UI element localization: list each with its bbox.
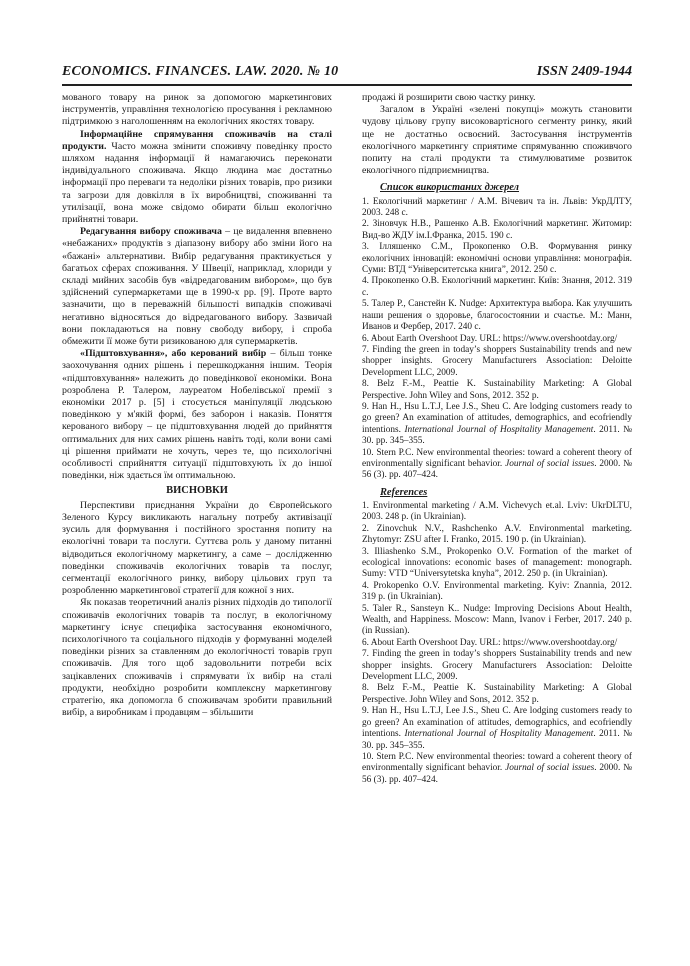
reference-item: 6. About Earth Overshoot Day. URL: https://www.overshootday.org/ xyxy=(362,637,618,648)
paragraph-info-text: Часто можна змінити споживчу поведінку просто шляхом надання інформації й намагаючись переконати індивідуального споживача. Якщо людина має достатньо інформації про переваги та недоліки різних товарів, про ризики та загрози для довкілля в їх виробництві, споживанні та утилізації, вона може свідомо обирати більш екологічно прийнятні товари. xyxy=(62,140,332,226)
source-item: 5. Талер Р., Санстейн К. Nudge: Архитектура выбора. Как улучшить наши решения о здоровье, благосостоянии и счастье. М.: Манн, Иванов и Фербер, 2017. 240 с. xyxy=(362,299,632,333)
source-item: 2. Зіновчук Н.В., Рашенко А.В. Екологічний маркетинг. Житомир: Вид-во ЖДУ ім.І.Франка, 2015. 190 с. xyxy=(362,219,632,241)
reference-item: 5. Taler R., Sansteyn K.. Nudge: Improving Decisions About Health, Wealth, and Happiness. Moscow: Mann, Ivanov i Ferber, 2017. 240 p. (in Russian). xyxy=(362,603,632,637)
source-item: 4. Прокопенко О.В. Екологічний маркетинг. Київ: Знання, 2012. 319 с. xyxy=(362,276,632,298)
right-column xyxy=(362,92,632,786)
source-item: 7. Finding the green in today’s shoppers Sustainability trends and new shopper insights. Grocery Manufacturers Association: Deloitte Development LLC, 2009. xyxy=(362,344,632,378)
reference-10-tail: . 2000. № 56 (3). pp. 407–424. xyxy=(362,763,632,785)
paragraph-edit xyxy=(62,226,332,348)
running-header xyxy=(62,62,632,86)
paragraph-continued: продажі й розширити свою частку ринку. xyxy=(362,92,536,103)
source-10-text: 10. Stern P.C. New environmental theories: toward a coherent theory of environmentally significant behavior. xyxy=(362,447,632,469)
reference-item: 1. Environmental marketing / A.M. Vichevych et.al. Lviv: UkrDLTU, 2003. 248 p. (in Ukrainian). xyxy=(362,500,632,523)
source-item xyxy=(362,448,632,482)
term-nudge: «Підштовхування», або керований вибір xyxy=(80,348,267,360)
paragraph-edit-text: – це видалення впевнено «небажаних» продуктів з діапазону вибору або зміни його на «бажані» альтернативи. Вибір редагування практикується у багатьох сферах споживання. У Швеції, наприклад, хлориди у складі мийних засобів був «відредагованим вибором», що був здійснений супермаркетами ще в 1990-х рр. [9]. Проте варто зазначити, що в переважній більшості випадків споживачі негативно відносяться до відредагованого вибору. Зазвичай вони покладаються на повну свободу вибору, і спроба обмежити її може бути ризикованою для супермаркетів. xyxy=(62,226,332,348)
source-item xyxy=(362,402,632,448)
journal-title: ECONOMICS. FINANCES. LAW. 2020. № 10 xyxy=(62,64,339,79)
term-edit: Редагування вибору споживача xyxy=(80,226,222,238)
source-item: 6. About Earth Overshoot Day. URL: https://www.overshootday.org/ xyxy=(362,333,618,344)
source-item: 1. Екологічний маркетинг / А.М. Вічевич та ін. Львів: УкрДЛТУ, 2003. 248 с. xyxy=(362,196,632,219)
reference-9-journal: International Journal of Hospitality Management xyxy=(404,729,594,740)
reference-item: 3. Illiashenko S.M., Prokopenko O.V. Formation of the market of ecological innovations: economic bases of management: monograph. Sumy: VTD “Universytetska knyha”, 2012. 250 p. (in Ukrainian). xyxy=(362,546,632,580)
source-item: 8. Belz F.-M., Peattie K. Sustainability Marketing: A Global Perspective. John Wiley and Sons, 2012. 352 p. xyxy=(362,379,632,401)
left-column xyxy=(62,92,332,719)
source-item: 3. Ілляшенко С.М., Прокопенко О.В. Формування ринку екологічних інновацій: економічні основи управління: монографія. Суми: ВТД “Університетська книга”, 2012. 250 с. xyxy=(362,242,632,276)
paragraph-info xyxy=(62,129,332,227)
paragraph-conclusion-1: Перспективи приєднання України до Європейського Зеленого Курсу викликають нагальну потребу активізації зусиль для формування і постійного зростання попиту на екологічні товари та послуги. Суттєва роль у даному питанні відводиться екологічному маркетингу, а саме – дослідженню поведінки споживачів екологічних товарів та послуг, сегментації екологічного ринку, вибору цільових груп та розробленню маркетингової стратегії для кожної з них. xyxy=(62,499,332,597)
paragraph-nudge-text: – більш тонке заохочування одних рішень і перешкоджання іншим. Теорія «підштовхування» належить до поведінкової економіки. Вона розроблена Р. Талером, лауреатом Нобелівської премії з економіки 2017 р. [5] і стосується маніпуляції людською поведінкою у м'якій формі, без заборон і наказів. Поняття керованого вибору – це підштовхування людей до прийняття оптимальних для них самих рішень навіть тоді, коли вони самі ці рішення приймати не хочуть, через те, що психологічні особливості сприйняття ситуації підштовхують їх до іншої поведінки, ніж здається їм оптимальною. xyxy=(62,348,332,482)
paragraph-final: Загалом в Україні «зелені покупці» можуть становити чудову цільову групу високовартісного сегменту ринку, який ще не достатньо освоєний. Застосування інструментів екологічного маркетингу сприятиме спрямуванню споживчого попиту на сталі продукти та стимулюватиме розвиток екологічного підприємництва. xyxy=(362,104,632,177)
source-9-text: 9. Han H., Hsu L.T.J, Lee J.S., Sheu C. Are lodging customers ready to go green? An examination of attitudes, demographics, and ecofriendly intentions. xyxy=(362,401,632,435)
paragraph-nudge xyxy=(62,348,332,482)
conclusions-heading: ВИСНОВКИ xyxy=(166,484,228,496)
reference-item: 2. Zinovchuk N.V., Rashchenko A.V. Environmental marketing. Zhytomyr: ZSU after I. Franko, 2015. 190 p. (in Ukrainian). xyxy=(362,523,632,546)
reference-item: 4. Prokopenko O.V. Environmental marketing. Kyiv: Znannia, 2012. 319 p. (in Ukrainian). xyxy=(362,580,632,603)
reference-9-tail: . 2011. № 30. pp. 345–355. xyxy=(362,729,632,751)
source-10-tail: . 2000. № 56 (3). pp. 407–424. xyxy=(362,458,632,481)
issn-label: ISSN 2409-1944 xyxy=(536,64,632,79)
paragraph-intro: мованого товару на ринок за допомогою маркетингових інструментів, управління технологією просування і рекламною підтримкою з наголошенням на екологічних якостях товару. xyxy=(62,92,332,128)
references-heading: References xyxy=(380,486,428,498)
source-9-journal: International Journal of Hospitality Management xyxy=(404,424,594,435)
reference-item xyxy=(362,752,632,786)
reference-10-text: 10. Stern P.C. New environmental theories: toward a coherent theory of environmentally significant behavior. xyxy=(362,751,632,774)
reference-9-text: 9. Han H., Hsu L.T.J, Lee J.S., Sheu C. Are lodging customers ready to go green? An examination of attitudes, demographics, and ecofriendly intentions. xyxy=(362,706,632,740)
reference-item xyxy=(362,706,632,752)
reference-item: 7. Finding the green in today’s shoppers Sustainability trends and new shopper insights. Grocery Manufacturers Association: Deloitte Development LLC, 2009. xyxy=(362,649,632,683)
reference-item: 8. Belz F.-M., Peattie K. Sustainability Marketing: A Global Perspective. John Wiley and Sons, 2012. 352 p. xyxy=(362,683,632,705)
source-9-tail: . 2011. № 30. pp. 345–355. xyxy=(362,424,632,447)
sources-heading: Список використаних джерел xyxy=(380,182,519,194)
term-info: Інформаційне спрямування споживачів на сталі продукти. xyxy=(62,128,332,152)
reference-10-journal: Journal of social issues xyxy=(505,763,595,774)
paragraph-conclusion-2: Як показав теоретичний аналіз різних підходів до типології споживачів екологічних товарів та послуг, в екологічному маркетингу існує специфіка застосування економічного, психологічного та соціального підходів у формуванні моделей поведінки різних за ставленням до екологічності товарів груп споживачів. Для того щоб задовольнити потреби всіх зацікавлених споживачів і спрямувати їх вибір на сталі продукти, необхідно розробити комплексну маркетингову стратегію, яка допомогла б споживачам зробити правильний вибір, а виробникам і продавцям – збільшити xyxy=(62,597,332,719)
source-10-journal: Journal of social issues xyxy=(505,458,595,469)
